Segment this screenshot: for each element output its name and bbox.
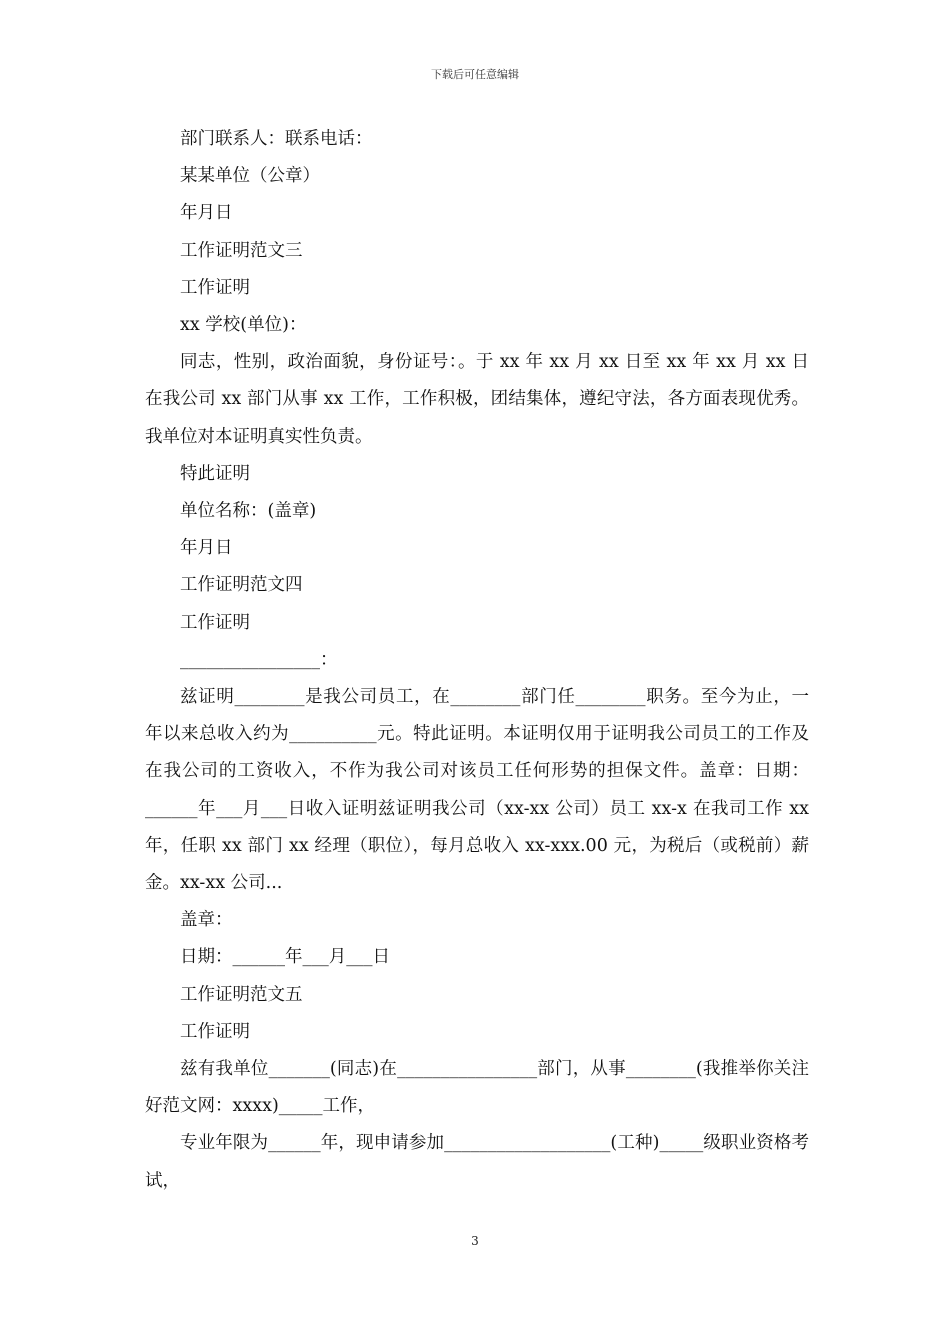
body-paragraph: 兹证明________是我公司员工，在________部门任________职务。至今为止，一年以来总收入约为__________元。特此证明。本证明仅用于证明我公司员工的工作及在我公司的工资收入，不作为我公司对该员工任何形势的担保文件。盖章：日期：______年___月___日收入证明兹证明我公司（xx-xx 公司）员工 xx-x 在我司工作 xx 年，任职 xx 部门 xx 经理（职位），每月总收入 xx-xxx.00 元，为税后（或税前）薪金。xx-xx 公司...	[145, 687, 809, 894]
page-header: 下载后可任意编辑	[431, 68, 519, 81]
body-paragraph: 专业年限为______年，现申请参加___________________(工种)_____级职业资格考试，	[145, 1133, 809, 1191]
section-title: 工作证明范文三	[180, 240, 303, 261]
section-title: 工作证明范文四	[180, 575, 303, 596]
certificate-title: 工作证明	[180, 277, 250, 298]
addressee-blank-line: ________________：	[180, 649, 338, 670]
seal-line: 盖章：	[180, 910, 233, 931]
document-body	[145, 121, 809, 1200]
date-line: 年月日	[180, 203, 233, 224]
closing-line: 特此证明	[180, 463, 250, 484]
unit-name-line: 单位名称：(盖章)	[180, 501, 317, 522]
certificate-title: 工作证明	[180, 612, 250, 633]
body-paragraph: 兹有我单位_______(同志)在________________部门，从事________(我推举你关注好范文网：xxxx)_____工作，	[145, 1059, 809, 1117]
addressee-line: xx 学校(单位)：	[180, 315, 307, 336]
unit-seal-line: 某某单位（公章）	[180, 166, 320, 187]
date-line: 年月日	[180, 538, 233, 559]
contact-line: 部门联系人：联系电话：	[180, 129, 373, 149]
date-blank-line: 日期：______年___月___日	[180, 947, 390, 968]
section-title: 工作证明范文五	[180, 984, 303, 1005]
certificate-title: 工作证明	[180, 1021, 250, 1042]
page-number: 3	[471, 1234, 479, 1248]
body-paragraph: 同志，性别，政治面貌，身份证号：。于 xx 年 xx 月 xx 日至 xx 年 xx 月 xx 日在我公司 xx 部门从事 xx 工作，工作积极，团结集体，遵纪守法，各方面表现优秀。我单位对本证明真实性负责。	[145, 352, 809, 447]
